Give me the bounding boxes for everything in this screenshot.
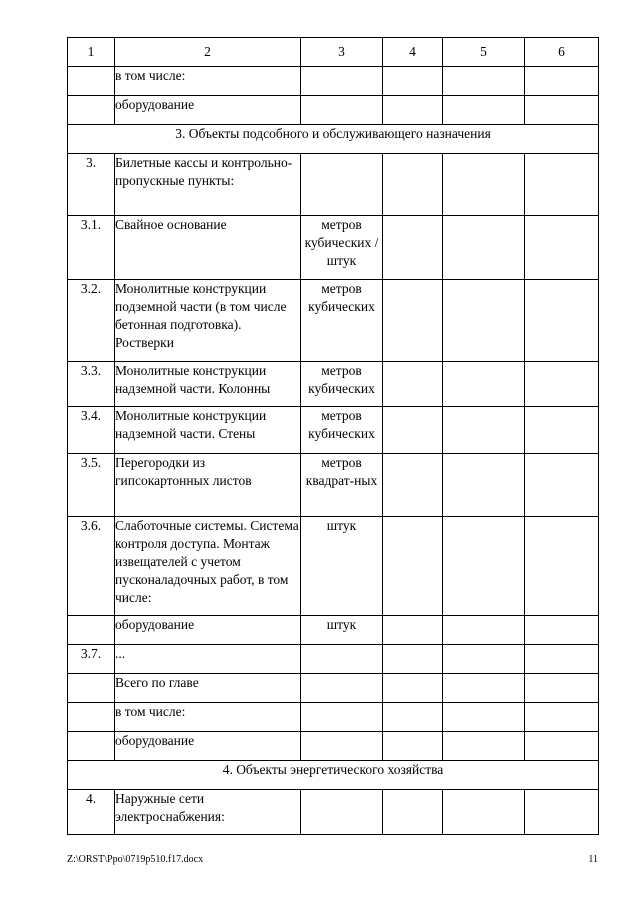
table-row bbox=[68, 407, 599, 454]
empty-cell bbox=[443, 703, 525, 732]
table-row bbox=[68, 454, 599, 517]
empty-cell bbox=[383, 407, 443, 454]
empty-cell bbox=[443, 645, 525, 674]
row-name: Перегородки из гипсокартонных листов bbox=[115, 454, 301, 517]
row-unit bbox=[301, 703, 383, 732]
row-name: ... bbox=[115, 645, 301, 674]
row-unit bbox=[301, 67, 383, 96]
empty-cell bbox=[525, 407, 599, 454]
row-name: оборудованиe bbox=[115, 96, 301, 125]
empty-cell bbox=[443, 154, 525, 216]
table-row bbox=[68, 703, 599, 732]
row-number: 4. bbox=[68, 790, 115, 835]
empty-cell bbox=[525, 96, 599, 125]
empty-cell bbox=[443, 280, 525, 362]
row-number bbox=[68, 674, 115, 703]
table-row bbox=[68, 674, 599, 703]
empty-cell bbox=[443, 732, 525, 761]
empty-cell bbox=[525, 790, 599, 835]
row-name: оборудование bbox=[115, 616, 301, 645]
footer-page-number: 11 bbox=[588, 854, 598, 865]
empty-cell bbox=[383, 154, 443, 216]
row-name: в том числе: bbox=[115, 67, 301, 96]
header-cell: 4 bbox=[383, 38, 443, 67]
empty-cell bbox=[443, 616, 525, 645]
row-unit: метров кубических /штук bbox=[301, 216, 383, 280]
table-header-row bbox=[68, 38, 599, 67]
empty-cell bbox=[525, 154, 599, 216]
row-unit bbox=[301, 674, 383, 703]
table-row bbox=[68, 790, 599, 835]
row-number: 3.7. bbox=[68, 645, 115, 674]
section-title: 4. Объекты энергетического хозяйства bbox=[68, 761, 599, 790]
row-number: 3.3. bbox=[68, 362, 115, 407]
row-unit bbox=[301, 154, 383, 216]
row-unit bbox=[301, 732, 383, 761]
empty-cell bbox=[525, 703, 599, 732]
row-name: Слаботочные системы. Система контроля доступа. Монтаж извещателей с учетом пусконаладочных работ, в том числе: bbox=[115, 517, 301, 616]
section-row bbox=[68, 125, 599, 154]
row-number: 3.6. bbox=[68, 517, 115, 616]
row-name: Свайное основание bbox=[115, 216, 301, 280]
row-number bbox=[68, 732, 115, 761]
empty-cell bbox=[383, 616, 443, 645]
row-number: 3.5. bbox=[68, 454, 115, 517]
empty-cell bbox=[525, 216, 599, 280]
empty-cell bbox=[443, 407, 525, 454]
header-cell: 2 bbox=[115, 38, 301, 67]
empty-cell bbox=[525, 674, 599, 703]
section-title: 3. Объекты подсобного и обслуживающего назначения bbox=[68, 125, 599, 154]
empty-cell bbox=[525, 454, 599, 517]
table-row bbox=[68, 67, 599, 96]
row-name: оборудование bbox=[115, 732, 301, 761]
empty-cell bbox=[383, 674, 443, 703]
row-name: Монолитные конструкции подземной части (в том числе бетонная подготовка). Ростверки bbox=[115, 280, 301, 362]
row-number: 3. bbox=[68, 154, 115, 216]
empty-cell bbox=[443, 790, 525, 835]
empty-cell bbox=[443, 216, 525, 280]
empty-cell bbox=[383, 703, 443, 732]
table-row bbox=[68, 216, 599, 280]
header-cell: 1 bbox=[68, 38, 115, 67]
table-row bbox=[68, 616, 599, 645]
empty-cell bbox=[443, 517, 525, 616]
header-cell: 6 bbox=[525, 38, 599, 67]
table-row bbox=[68, 732, 599, 761]
empty-cell bbox=[525, 67, 599, 96]
row-number: 3.1. bbox=[68, 216, 115, 280]
empty-cell bbox=[525, 280, 599, 362]
row-unit bbox=[301, 96, 383, 125]
table-row bbox=[68, 96, 599, 125]
empty-cell bbox=[525, 645, 599, 674]
empty-cell bbox=[443, 96, 525, 125]
row-unit: метров квадрат-ных bbox=[301, 454, 383, 517]
empty-cell bbox=[443, 454, 525, 517]
row-number: 3.4. bbox=[68, 407, 115, 454]
table-row bbox=[68, 280, 599, 362]
empty-cell bbox=[525, 362, 599, 407]
row-name: Монолитные конструкции надземной части. Стены bbox=[115, 407, 301, 454]
empty-cell bbox=[525, 732, 599, 761]
empty-cell bbox=[383, 216, 443, 280]
empty-cell bbox=[383, 67, 443, 96]
empty-cell bbox=[383, 96, 443, 125]
row-unit bbox=[301, 790, 383, 835]
row-name: Билетные кассы и контрольно-пропускные пункты: bbox=[115, 154, 301, 216]
row-number bbox=[68, 703, 115, 732]
table-row bbox=[68, 362, 599, 407]
row-name: Наружные сети электроснабжения: bbox=[115, 790, 301, 835]
section-row bbox=[68, 761, 599, 790]
header-cell: 5 bbox=[443, 38, 525, 67]
empty-cell bbox=[383, 790, 443, 835]
row-unit: метров кубических bbox=[301, 280, 383, 362]
table-row bbox=[68, 517, 599, 616]
row-unit: штук bbox=[301, 517, 383, 616]
table-row bbox=[68, 645, 599, 674]
row-unit: метров кубических bbox=[301, 362, 383, 407]
empty-cell bbox=[443, 67, 525, 96]
row-name: в том числе: bbox=[115, 703, 301, 732]
empty-cell bbox=[383, 732, 443, 761]
row-number bbox=[68, 96, 115, 125]
empty-cell bbox=[443, 362, 525, 407]
footer-file-path: Z:\ORST\Ppo\0719p510.f17.docx bbox=[67, 854, 204, 865]
row-unit bbox=[301, 645, 383, 674]
empty-cell bbox=[383, 517, 443, 616]
row-number: 3.2. bbox=[68, 280, 115, 362]
empty-cell bbox=[525, 517, 599, 616]
row-name: Всего по главе bbox=[115, 674, 301, 703]
empty-cell bbox=[383, 362, 443, 407]
empty-cell bbox=[383, 645, 443, 674]
header-cell: 3 bbox=[301, 38, 383, 67]
empty-cell bbox=[443, 674, 525, 703]
row-name: Монолитные конструкции надземной части. Колонны bbox=[115, 362, 301, 407]
empty-cell bbox=[383, 454, 443, 517]
estimate-table bbox=[67, 37, 599, 835]
empty-cell bbox=[525, 616, 599, 645]
table-row bbox=[68, 154, 599, 216]
row-unit: штук bbox=[301, 616, 383, 645]
row-unit: метров кубических bbox=[301, 407, 383, 454]
row-number bbox=[68, 67, 115, 96]
row-number bbox=[68, 616, 115, 645]
empty-cell bbox=[383, 280, 443, 362]
